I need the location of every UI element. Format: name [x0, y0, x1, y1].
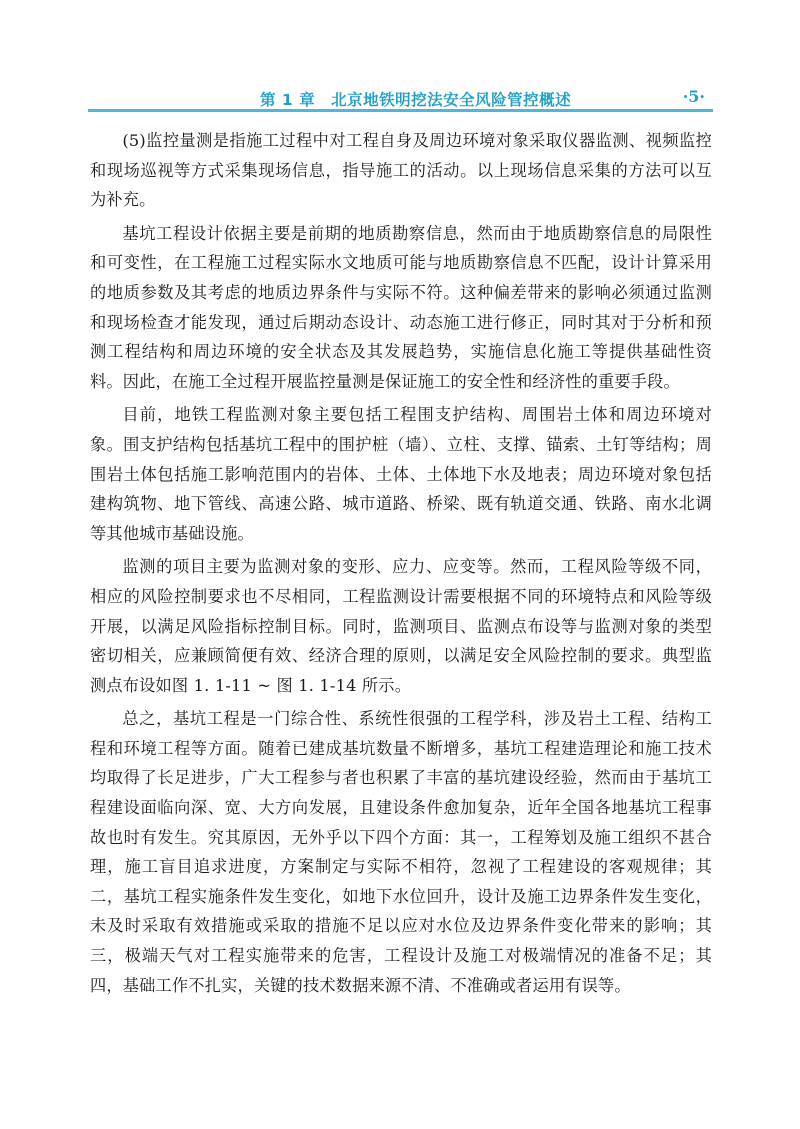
- header-rule: [88, 109, 713, 112]
- body-text: [90, 126, 712, 1004]
- paragraph-monitoring-items: 监测的项目主要为监测对象的变形、应力、应变等。然而，工程风险等级不同，相应的风险控制要求也不尽相同，工程监测设计需要根据不同的环境特点和风险等级开展，以满足风险指标控制目标。同时，监测项目、监测点布设等与监测对象的类型密切相关，应兼顾简便有效、经济合理的原则，以满足安全风险控制的要求。典型监测点布设如图 1. 1-11 ~ 图 1. 1-14 所示。: [90, 557, 712, 695]
- page-header: [88, 86, 713, 112]
- paragraph-monitoring-definition: (5)监控量测是指施工过程中对工程自身及周边环境对象采取仪器监测、视频监控和现场巡视等方式采集现场信息，指导施工的活动。以上现场信息采集的方法可以互为补充。: [90, 131, 712, 210]
- paragraph-summary: 总之，基坑工程是一门综合性、系统性很强的工程学科，涉及岩土工程、结构工程和环境工程等方面。随着已建成基坑数量不断增多，基坑工程建造理论和施工技术均取得了长足进步，广大工程参与者也积累了丰富的基坑建设经验，然而由于基坑工程建设面临向深、宽、大方向发展，且建设条件愈加复杂，近年全国各地基坑工程事故也时有发生。究其原因，无外乎以下四个方面：其一，工程筹划及施工组织不甚合理，施工盲目追求进度，方案制定与实际不相符，忽视了工程建设的客观规律；其二，基坑工程实施条件发生变化，如地下水位回升，设计及施工边界条件发生变化，未及时采取有效措施或采取的措施不足以应对水位及边界条件变化带来的影响；其三，极端天气对工程实施带来的危害，工程设计及施工对极端情况的准备不足；其四，基础工作不扎实，关键的技术数据来源不清、不准确或者运用有误等。: [90, 709, 712, 995]
- paragraph-monitoring-objects: 目前，地铁工程监测对象主要包括工程围支护结构、周围岩土体和周边环境对象。围支护结构包括基坑工程中的围护桩（墙）、立柱、支撑、锚索、土钉等结构；周围岩土体包括施工影响范围内的岩体、土体、土体地下水及地表；周边环境对象包括建构筑物、地下管线、高速公路、城市道路、桥梁、既有轨道交通、铁路、南水北调等其他城市基础设施。: [90, 405, 712, 543]
- chapter-title: 第 1 章 北京地铁明挖法安全风险管控概述: [260, 91, 572, 109]
- paragraph-design-basis: 基坑工程设计依据主要是前期的地质勘察信息，然而由于地质勘察信息的局限性和可变性，在工程施工过程实际水文地质可能与地质勘察信息不匹配，设计计算采用的地质参数及其考虑的地质边界条件与实际不符。这种偏差带来的影响必须通过监测和现场检查才能发现，通过后期动态设计、动态施工进行修正，同时其对于分析和预测工程结构和周边环境的安全状态及其发展趋势，实施信息化施工等提供基础性资料。因此，在施工全过程开展监控量测是保证施工的安全性和经济性的重要手段。: [90, 223, 712, 391]
- page-number: ·5·: [682, 87, 705, 106]
